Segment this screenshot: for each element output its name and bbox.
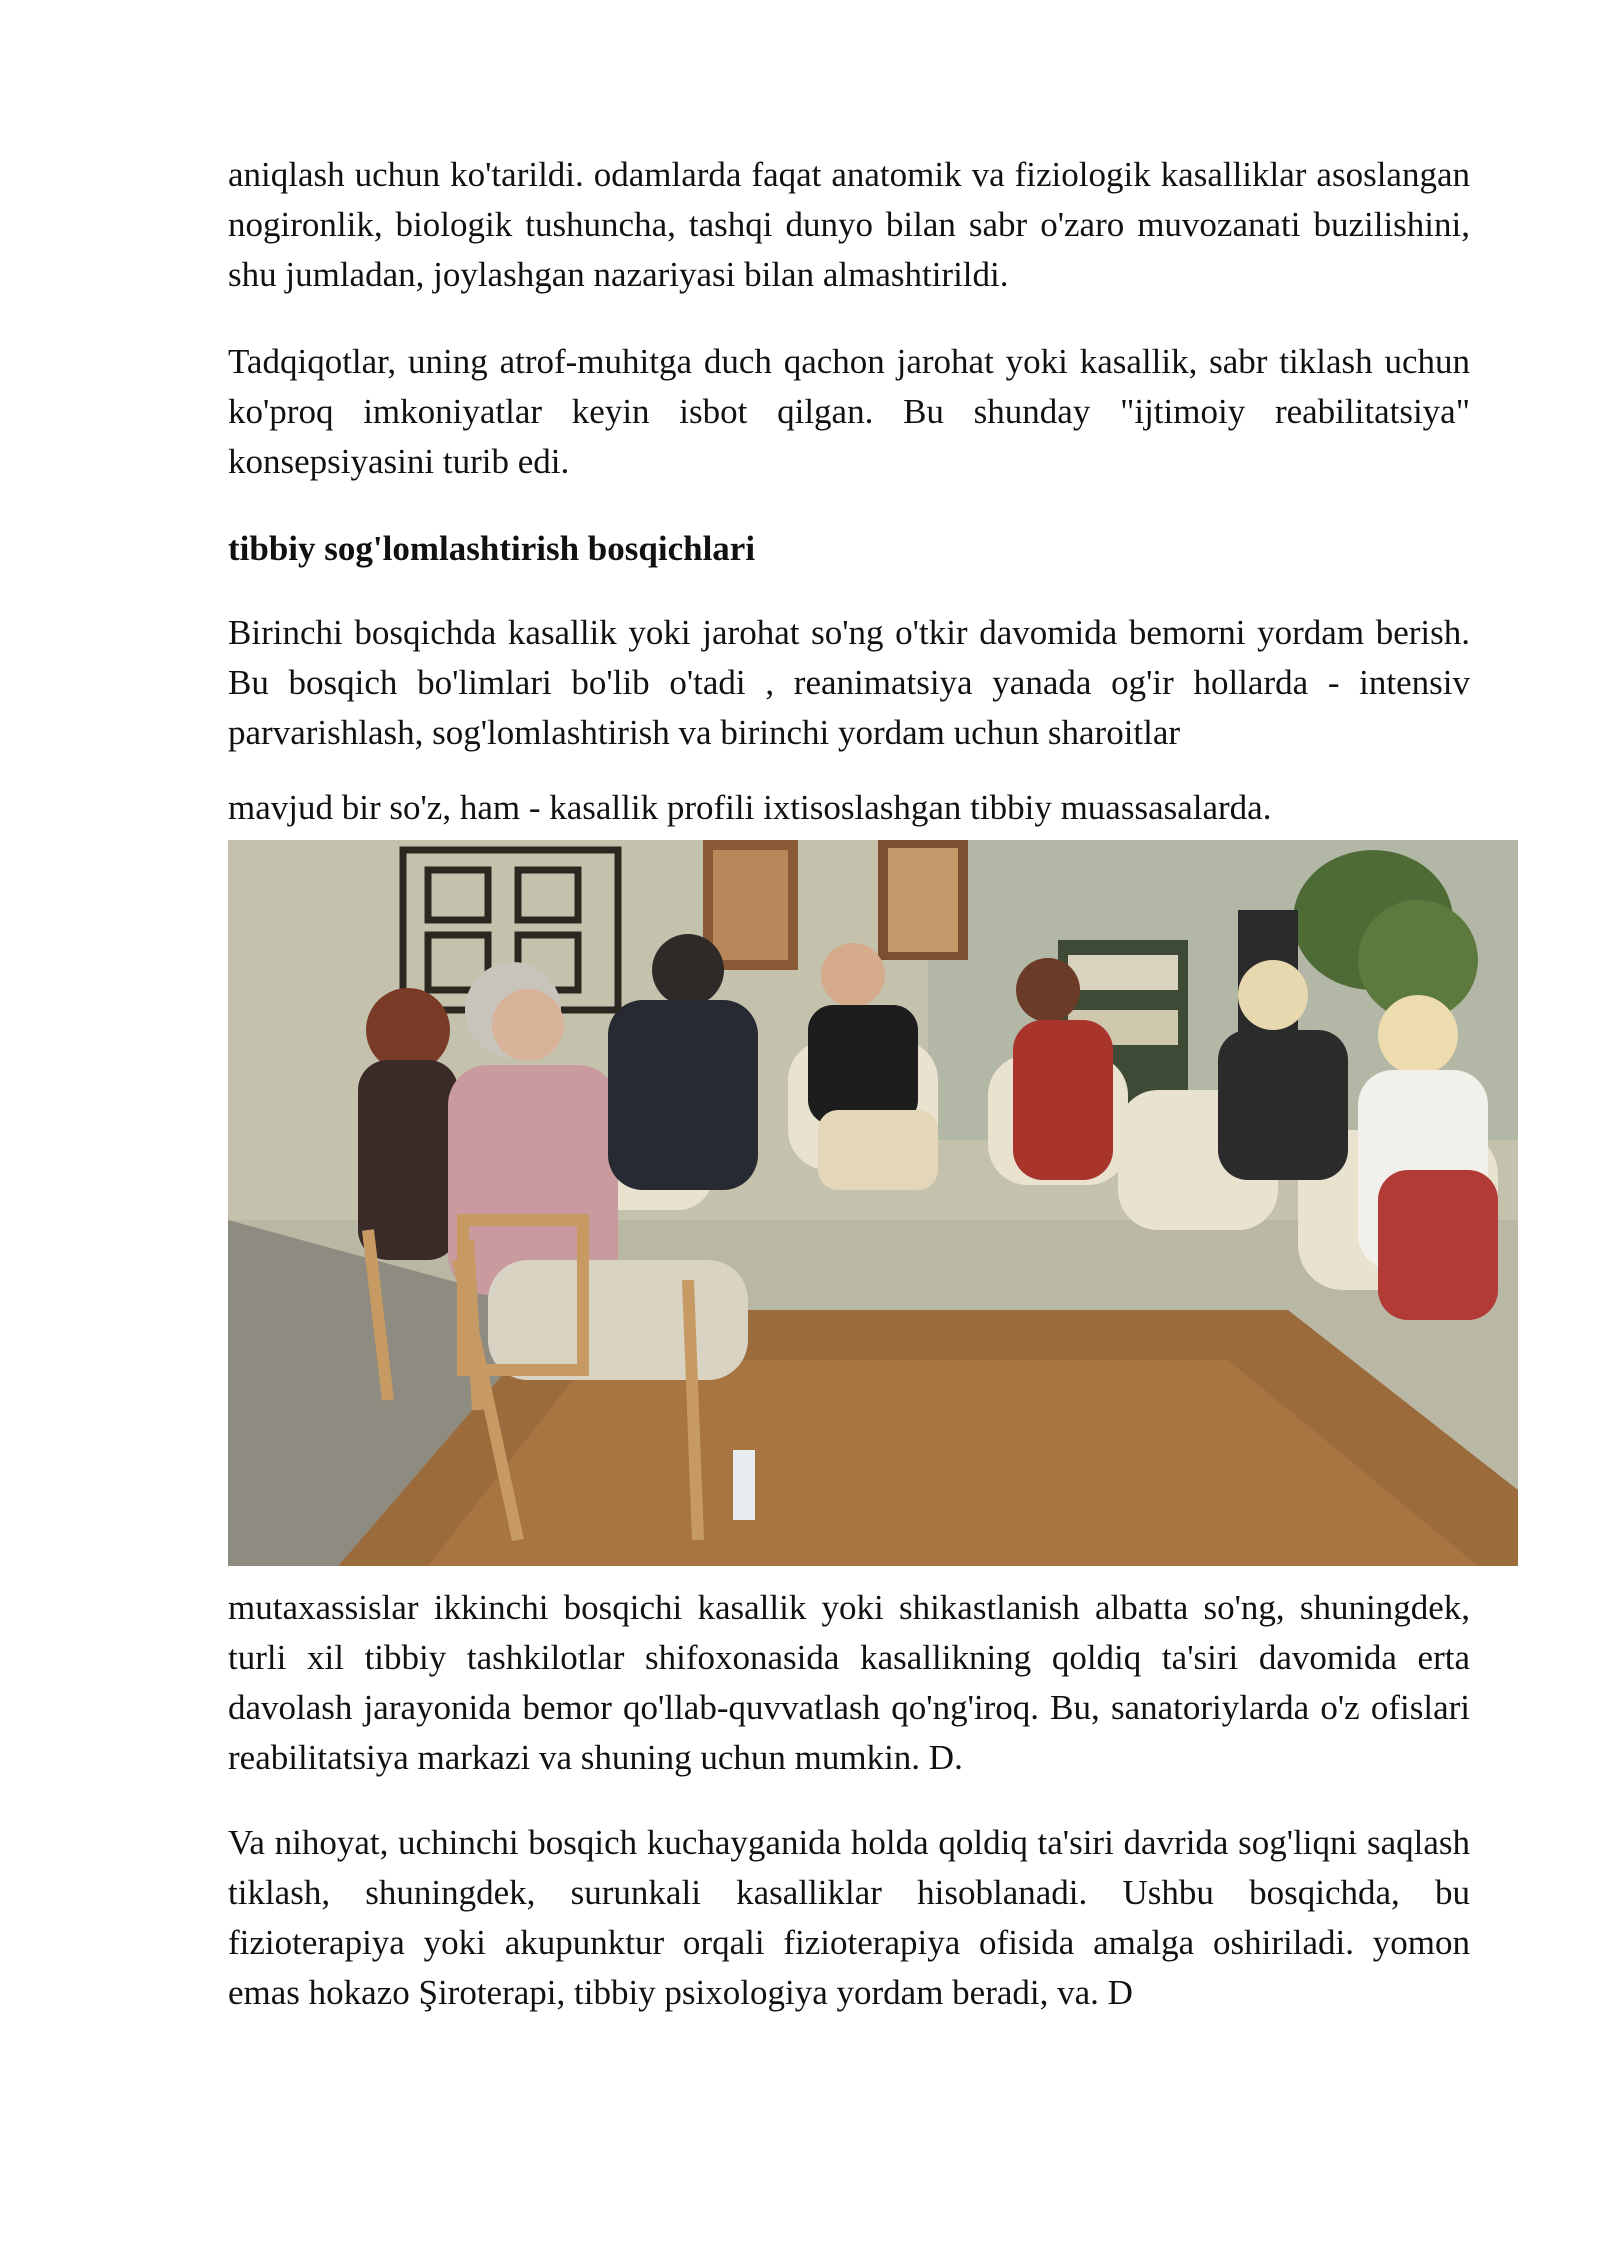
group-therapy-photo [228, 840, 1518, 1566]
paragraph-research: Tadqiqotlar, uning atrof-muhitga duch qachon jarohat yoki kasallik, sabr tiklash uchun ko'proq imkoniyatlar keyin isbot qilgan. Bu shunday "ijtimoiy reabilitatsiya" konsepsiyasini turib edi. [228, 342, 1470, 481]
paragraph-stage-one: Birinchi bosqichda kasallik yoki jarohat so'ng o'tkir davomida bemorni yordam berish. Bu bosqich bo'limlari bo'lib o'tadi , reanimatsiya yanada og'ir hollarda - intensiv parvarishlash, sog'lomlashtirish va birinchi yordam uchun sharoitlar [228, 613, 1470, 752]
paragraph-stage-two: mutaxassislar ikkinchi bosqichi kasallik yoki shikastlanish albatta so'ng, shuningdek, turli xil tibbiy tashkilotlar shifoxonasida kasallikning qoldiq ta'siri davomida erta davolash jarayonida bemor qo'llab-quvvatlash qo'ng'iroq. Bu, sanatoriylarda o'z ofislari reabilitatsiya markazi va shuning uchun mumkin. D. [228, 1588, 1470, 1777]
section-heading: tibbiy sog'lomlashtirish bosqichlari [228, 529, 756, 568]
paragraph-intro: aniqlash uchun ko'tarildi. odamlarda faqat anatomik va fiziologik kasalliklar asoslangan nogironlik, biologik tushuncha, tashqi dunyo bilan sabr o'zaro muvozanati buzilishini, shu jumladan, joylashgan nazariyasi bilan almashtirildi. [228, 155, 1470, 294]
paragraph-stage-one-continued: mavjud bir so'z, ham - kasallik profili ixtisoslashgan tibbiy muassasalarda. [228, 788, 1272, 827]
paragraph-stage-three: Va nihoyat, uchinchi bosqich kuchayganida holda qoldiq ta'siri davrida sog'liqni saqlash tiklash, shuningdek, surunkali kasalliklar hisoblanadi. Ushbu bosqichda, bu fizioterapiya yoki akupunktur orqali fizioterapiya ofisida amalga oshiriladi. yomon emas hokazo Şiroterapi, tibbiy psixologiya yordam beradi, va. D [228, 1823, 1470, 2012]
